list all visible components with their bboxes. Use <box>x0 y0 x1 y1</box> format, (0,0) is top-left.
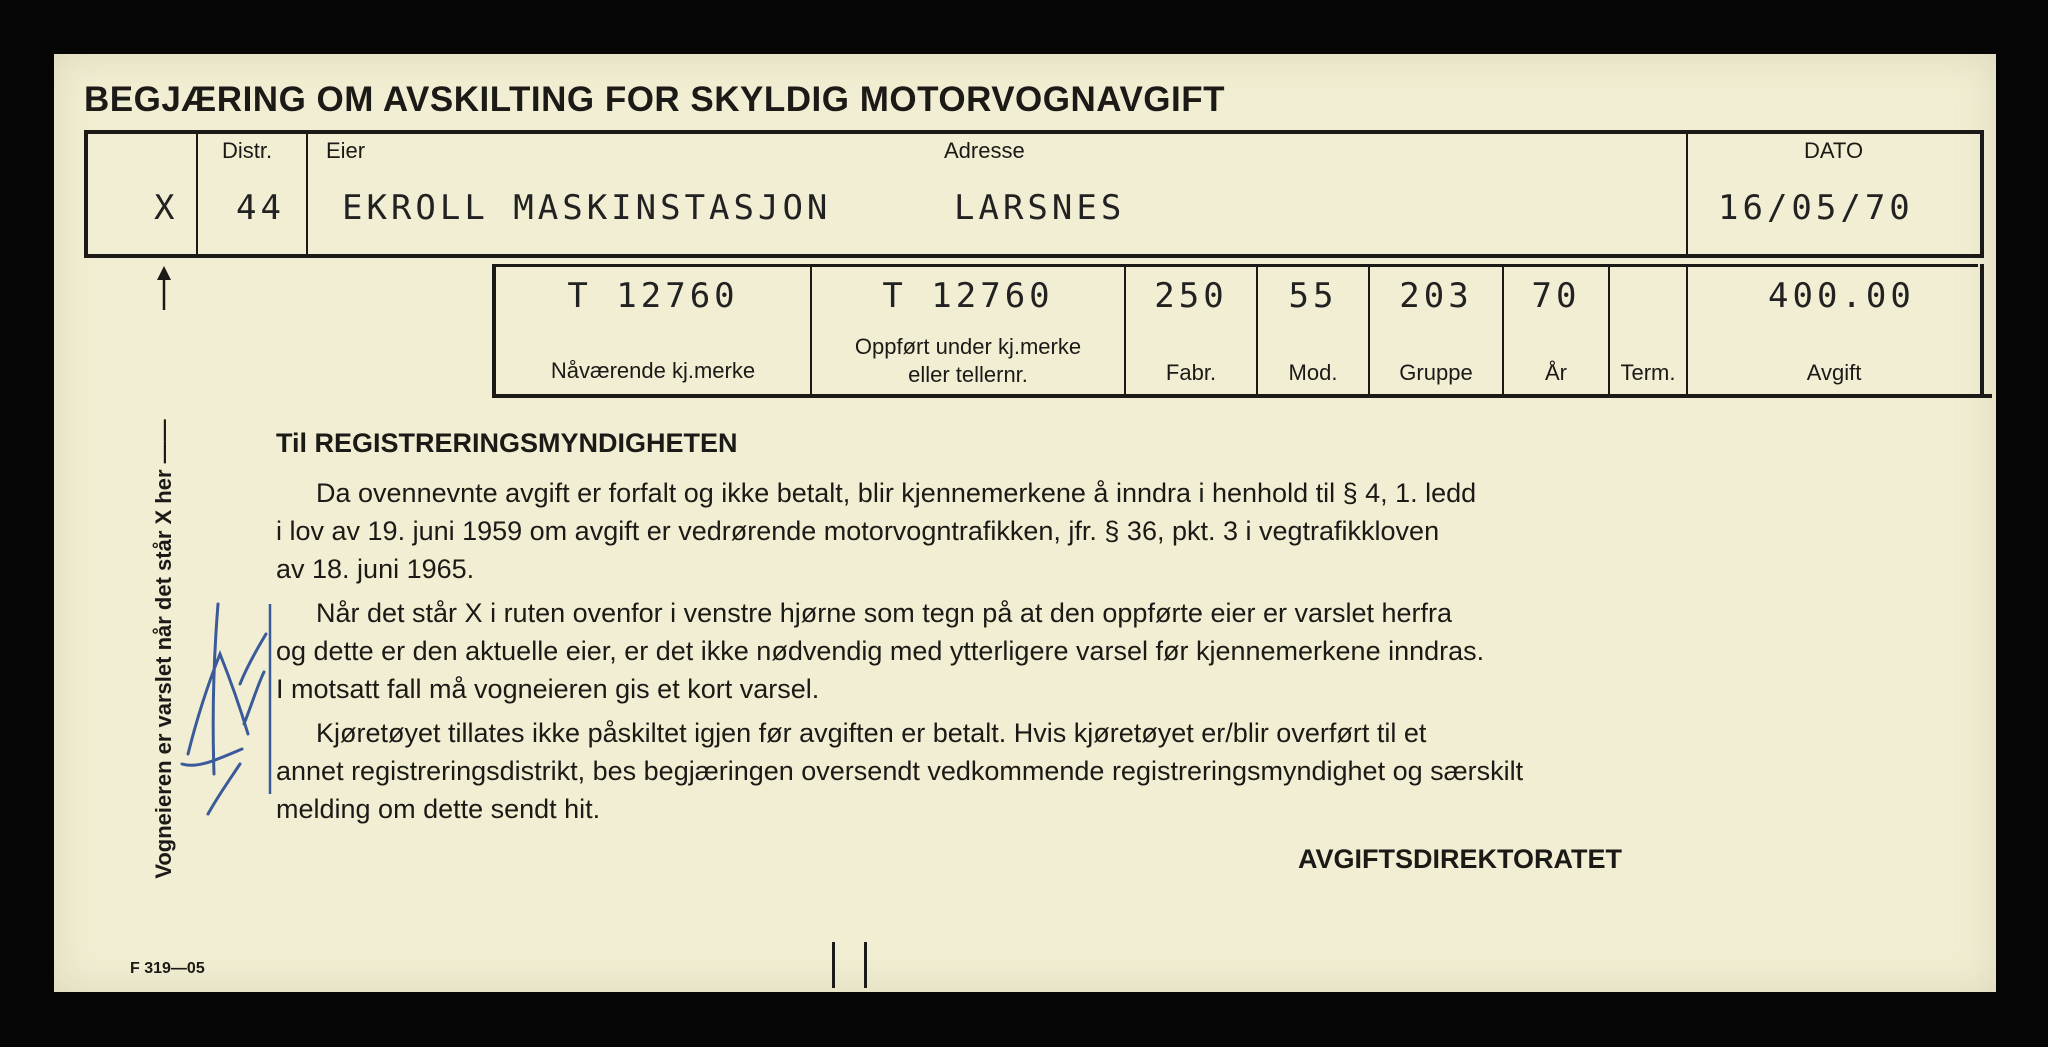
gruppe-value: 203 <box>1399 276 1473 316</box>
current-plate-value: T 12760 <box>567 276 739 316</box>
signature-authority: AVGIFTSDIREKTORATET <box>1298 844 1622 874</box>
address-value: LARSNES <box>954 188 1126 228</box>
current-plate-label: Nåværende kj.merke <box>550 358 756 383</box>
distr-label: Distr. <box>222 138 273 163</box>
vehicle-row-right-border <box>1980 264 1984 398</box>
side-note: Vogneieren er varslet når det står X her —— <box>151 419 176 879</box>
body-line: melding om dette sendt hit. <box>276 794 601 824</box>
vehicle-row-bottom-border <box>492 394 1992 398</box>
body-line: Kjøretøyet tillates ikke påskiltet igjen før avgiften er betalt. Hvis kjøretøyet er/blir overført til et <box>316 718 1427 748</box>
body-line: annet registreringsdistrikt, bes begjæringen oversendt vedkommende registreringsmyndighet og særskilt <box>276 756 1524 786</box>
form-title: BEGJÆRING OM AVSKILTING FOR SKYLDIG MOTORVOGNAVGIFT <box>84 80 1226 119</box>
form-card <box>54 54 1996 992</box>
top-row-right-border <box>1980 130 1984 258</box>
body-line: i lov av 19. juni 1959 om avgift er vedrørende motorvogntrafikken, jfr. § 36, pkt. 3 i vegtrafikkloven <box>276 516 1440 546</box>
body-line: og dette er den aktuelle eier, er det ikke nødvendig med ytterligere varsel før kjennemerkene inndras. <box>276 636 1485 666</box>
mod-label: Mod. <box>1288 360 1338 385</box>
body-line: I motsatt fall må vogneieren gis et kort varsel. <box>276 674 820 704</box>
vehicle-row-top-border <box>492 264 1978 267</box>
fold-mark <box>832 942 835 988</box>
form-number: F 319—05 <box>130 960 205 977</box>
fabr-label: Fabr. <box>1165 360 1217 385</box>
handwritten-initials <box>148 564 278 834</box>
avgift-label: Avgift <box>1806 360 1862 385</box>
dato-value: 16/05/70 <box>1718 188 1914 228</box>
top-row-bottom-border <box>84 254 1984 258</box>
top-row-divider <box>1686 130 1688 258</box>
body-line: Da ovennevnte avgift er forfalt og ikke betalt, blir kjennemerkene å inndra i henhold til § 4, 1. ledd <box>316 478 1477 508</box>
top-row-divider <box>196 130 198 258</box>
top-row-top-border <box>84 130 1984 134</box>
top-row-left-border <box>84 130 88 258</box>
avgift-value: 400.00 <box>1768 276 1915 316</box>
registered-plate-value: T 12760 <box>882 276 1054 316</box>
distr-value: 44 <box>236 188 285 228</box>
ar-label: År <box>1545 360 1567 385</box>
adresse-label: Adresse <box>944 138 1025 163</box>
fabr-value: 250 <box>1154 276 1228 316</box>
body-line: av 18. juni 1965. <box>276 554 475 584</box>
registered-plate-label-line2: eller tellernr. <box>908 362 1028 387</box>
term-label: Term. <box>1620 360 1676 385</box>
notified-mark: X <box>154 188 179 228</box>
body-line: Når det står X i ruten ovenfor i venstre hjørne som tegn på at den oppførte eier er varslet herfra <box>316 598 1453 628</box>
eier-label: Eier <box>326 138 366 163</box>
top-row-divider <box>306 130 308 258</box>
addressee-heading: Til REGISTRERINGSMYNDIGHETEN <box>276 428 738 458</box>
mod-value: 55 <box>1288 276 1338 316</box>
fold-mark <box>864 942 867 988</box>
gruppe-label: Gruppe <box>1399 360 1473 385</box>
ar-value: 70 <box>1531 276 1581 316</box>
dato-label: DATO <box>1804 138 1864 163</box>
registered-plate-label-line1: Oppført under kj.merke <box>854 334 1082 359</box>
owner-value: EKROLL MASKINSTASJON <box>342 188 832 228</box>
arrow-up-icon <box>154 266 174 310</box>
